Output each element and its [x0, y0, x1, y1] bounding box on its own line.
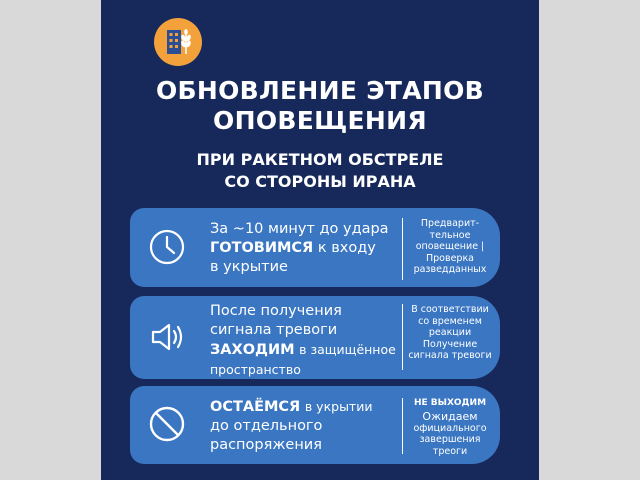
side-note-line: сигнала тревоги [408, 350, 492, 361]
poster-title [101, 76, 539, 136]
instruction-text: в защищённое [299, 342, 396, 357]
stage-card-stay [130, 386, 500, 464]
title-line-2: ОПОВЕЩЕНИЯ [213, 106, 427, 135]
stage-side-note [402, 218, 495, 280]
side-note-line: тельное [429, 229, 471, 241]
side-note-line: со временем [418, 315, 482, 327]
building-wheat-icon [154, 18, 202, 66]
speaker-icon [147, 317, 187, 357]
instruction-line: пространство [210, 362, 301, 377]
stage-side-note [402, 398, 495, 457]
side-note-line: Получение [422, 338, 478, 350]
title-line-1: ОБНОВЛЕНИЕ ЭТАПОВ [155, 76, 485, 105]
instruction-emphasis: ОСТАЁМСЯ [210, 399, 301, 415]
side-note-line: реакции [428, 327, 472, 338]
stage-side-note [402, 304, 495, 370]
side-note-line: завершения треоги [419, 434, 481, 457]
clock-icon [147, 227, 187, 267]
side-note-line: официального [413, 422, 487, 434]
no-entry-icon [147, 404, 187, 444]
instruction-line: После получения [210, 303, 342, 319]
instruction-emphasis: ГОТОВИМСЯ [210, 240, 314, 256]
side-note-line: В соответствии [411, 304, 489, 315]
instruction-text: к входу [317, 240, 376, 256]
instruction-line: распоряжения [210, 437, 322, 453]
side-note-line: НЕ ВЫХОДИМ [413, 398, 487, 408]
instruction-line: За ~10 минут до удара [210, 221, 389, 237]
instruction-line: в укрытие [210, 259, 288, 275]
poster-subtitle [101, 149, 539, 193]
alert-poster [101, 0, 539, 480]
side-note-line: Проверка [425, 252, 475, 264]
home-front-logo [154, 18, 202, 66]
stage-instruction [210, 220, 400, 277]
stage-card-prepare [130, 208, 500, 287]
subtitle-line-1: ПРИ РАКЕТНОМ ОБСТРЕЛЕ [196, 150, 444, 169]
instruction-line: сигнала тревоги [210, 322, 338, 338]
instruction-emphasis: ЗАХОДИМ [210, 342, 295, 358]
subtitle-line-2: СО СТОРОНЫ ИРАНА [224, 172, 416, 191]
instruction-line [210, 239, 400, 258]
side-note-line: разведданных [413, 264, 487, 275]
instruction-line [210, 340, 400, 360]
side-note-line: оповещение | [415, 241, 485, 252]
stage-card-enter [130, 296, 500, 379]
instruction-text: в укрытии [304, 399, 373, 414]
instruction-line [210, 397, 400, 417]
stage-instruction [210, 397, 400, 455]
stage-instruction [210, 302, 400, 379]
side-note-line: Предварит- [420, 218, 480, 229]
instruction-line: до отдельного [210, 418, 323, 434]
side-note-line: Ожидаем [422, 409, 478, 423]
